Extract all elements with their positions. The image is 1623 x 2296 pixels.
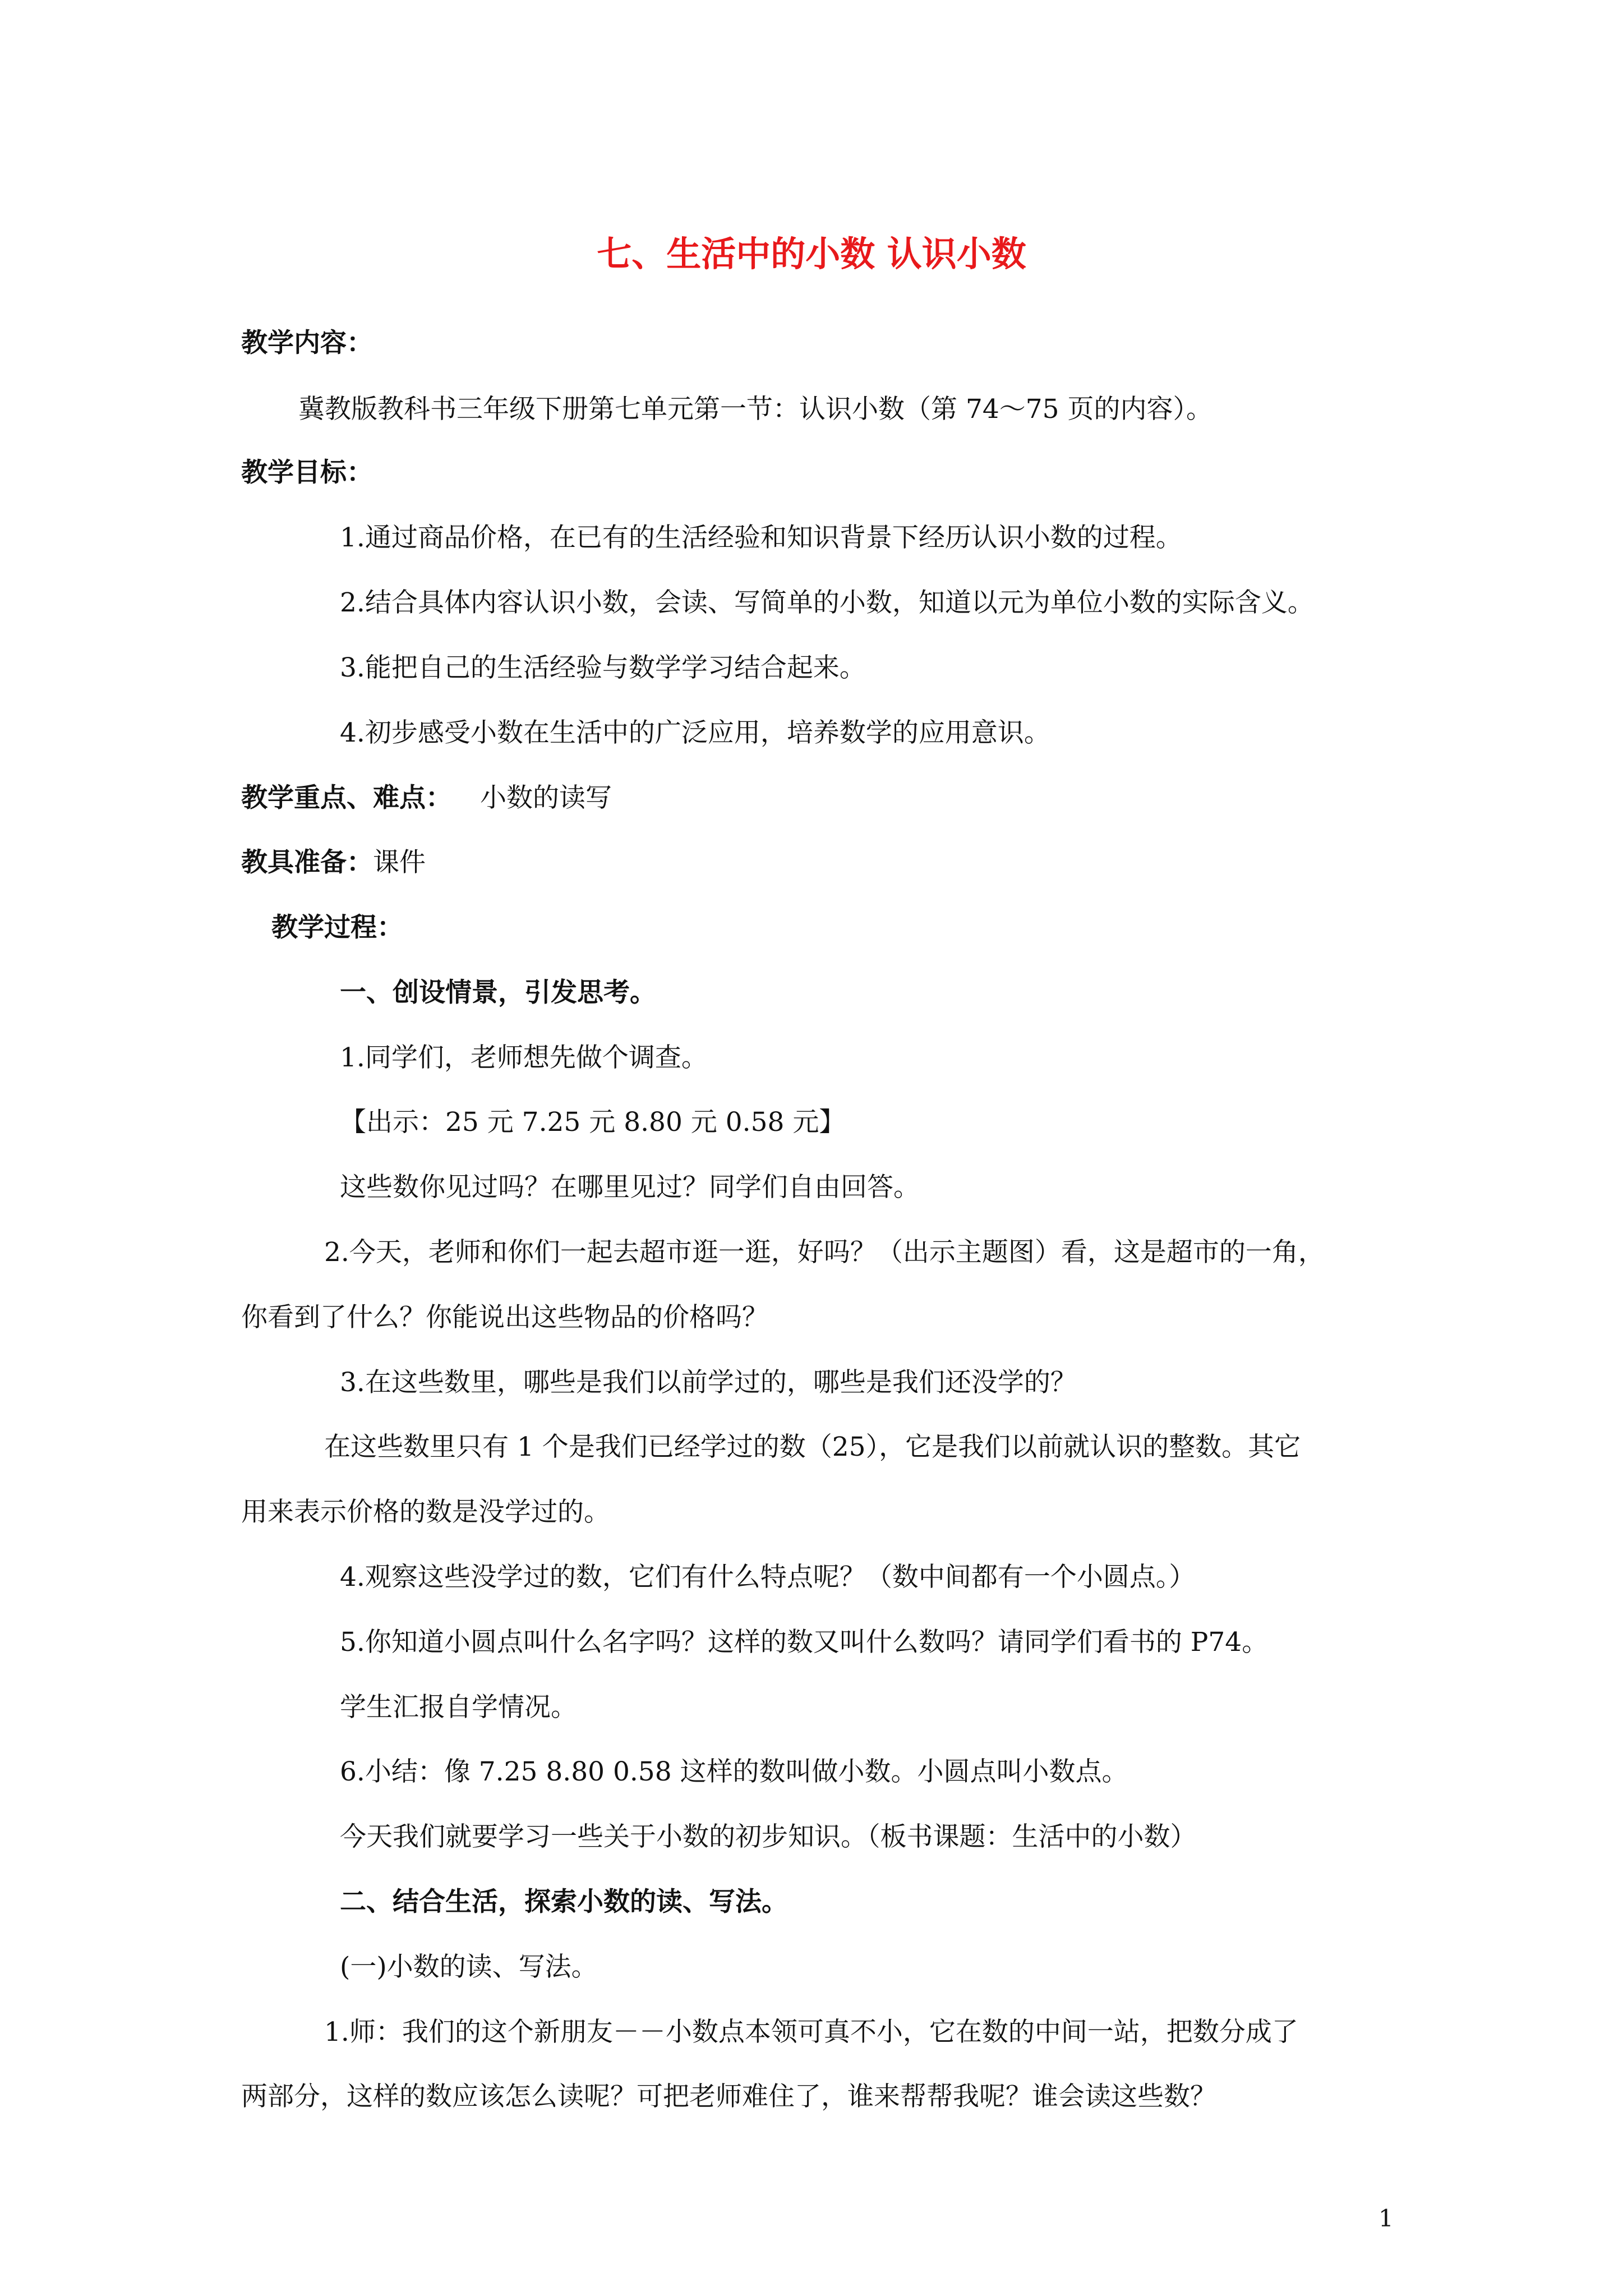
key-points-text: 小数的读写 — [480, 783, 612, 813]
part2-heading: 二、结合生活，探索小数的读、写法。 — [340, 1887, 788, 1917]
tools-text: 课件 — [373, 847, 426, 878]
paragraph: 在这些数里只有 1 个是我们已经学过的数（25），它是我们以前就认识的整数。其它 — [324, 1432, 1301, 1462]
document-title: 七、生活中的小数 认识小数 — [597, 233, 1026, 274]
key-points-line — [241, 781, 612, 815]
paragraph: 这些数你见过吗？在哪里见过？同学们自由回答。 — [340, 1172, 920, 1203]
paragraph: 3.在这些数里，哪些是我们以前学过的，哪些是我们还没学的？ — [340, 1367, 1077, 1398]
paragraph: 5.你知道小圆点叫什么名字吗？这样的数又叫什么数吗？请同学们看书的 P74。 — [340, 1627, 1269, 1658]
paragraph: 用来表示价格的数是没学过的。 — [241, 1497, 610, 1527]
paragraph: 4.观察这些没学过的数，它们有什么特点呢？（数中间都有一个小圆点。） — [340, 1562, 1196, 1593]
paragraph: 你看到了什么？你能说出这些物品的价格吗？ — [241, 1302, 768, 1333]
paragraph: 学生汇报自学情况。 — [340, 1692, 577, 1723]
subsection-heading: (一)小数的读、写法。 — [340, 1952, 598, 1982]
paragraph: 两部分，这样的数应该怎么读呢？可把老师难住了，谁来帮帮我呢？谁会读这些数？ — [241, 2081, 1216, 2112]
paragraph: 今天我们就要学习一些关于小数的初步知识。（板书课题：生活中的小数） — [340, 1821, 1197, 1852]
part1-heading: 一、创设情景，引发思考。 — [340, 977, 656, 1008]
paragraph: 1.同学们，老师想先做个调查。 — [340, 1042, 708, 1073]
paragraph: 1.师：我们的这个新朋友－－小数点本领可真不小，它在数的中间一站，把数分成了 — [324, 2017, 1298, 2047]
tools-line — [241, 846, 426, 880]
paragraph: 6.小结：像 7.25 8.80 0.58 这样的数叫做小数。小圆点叫小数点。 — [340, 1756, 1128, 1787]
goal-item: 1.通过商品价格，在已有的生活经验和知识背景下经历认识小数的过程。 — [340, 522, 1182, 553]
goal-item: 4.初步感受小数在生活中的广泛应用，培养数学的应用意识。 — [340, 717, 1050, 748]
page-number: 1 — [1378, 2205, 1394, 2232]
goal-item: 3.能把自己的生活经验与数学学习结合起来。 — [340, 652, 866, 683]
goal-item: 2.结合具体内容认识小数，会读、写简单的小数，知道以元为单位小数的实际含义。 — [340, 587, 1314, 618]
paragraph: 2.今天，老师和你们一起去超市逛一逛，好吗？（出示主题图）看，这是超市的一角， — [324, 1237, 1325, 1268]
process-label: 教学过程： — [271, 912, 403, 943]
goals-label: 教学目标： — [241, 457, 373, 488]
content-label: 教学内容： — [241, 328, 373, 358]
key-points-label: 教学重点、难点： — [241, 783, 452, 813]
paragraph: 【出示：25 元 7.25 元 8.80 元 0.58 元】 — [340, 1107, 846, 1138]
content-text: 冀教版教科书三年级下册第七单元第一节：认识小数（第 74～75 页的内容）。 — [298, 394, 1212, 425]
tools-label: 教具准备： — [241, 847, 373, 878]
